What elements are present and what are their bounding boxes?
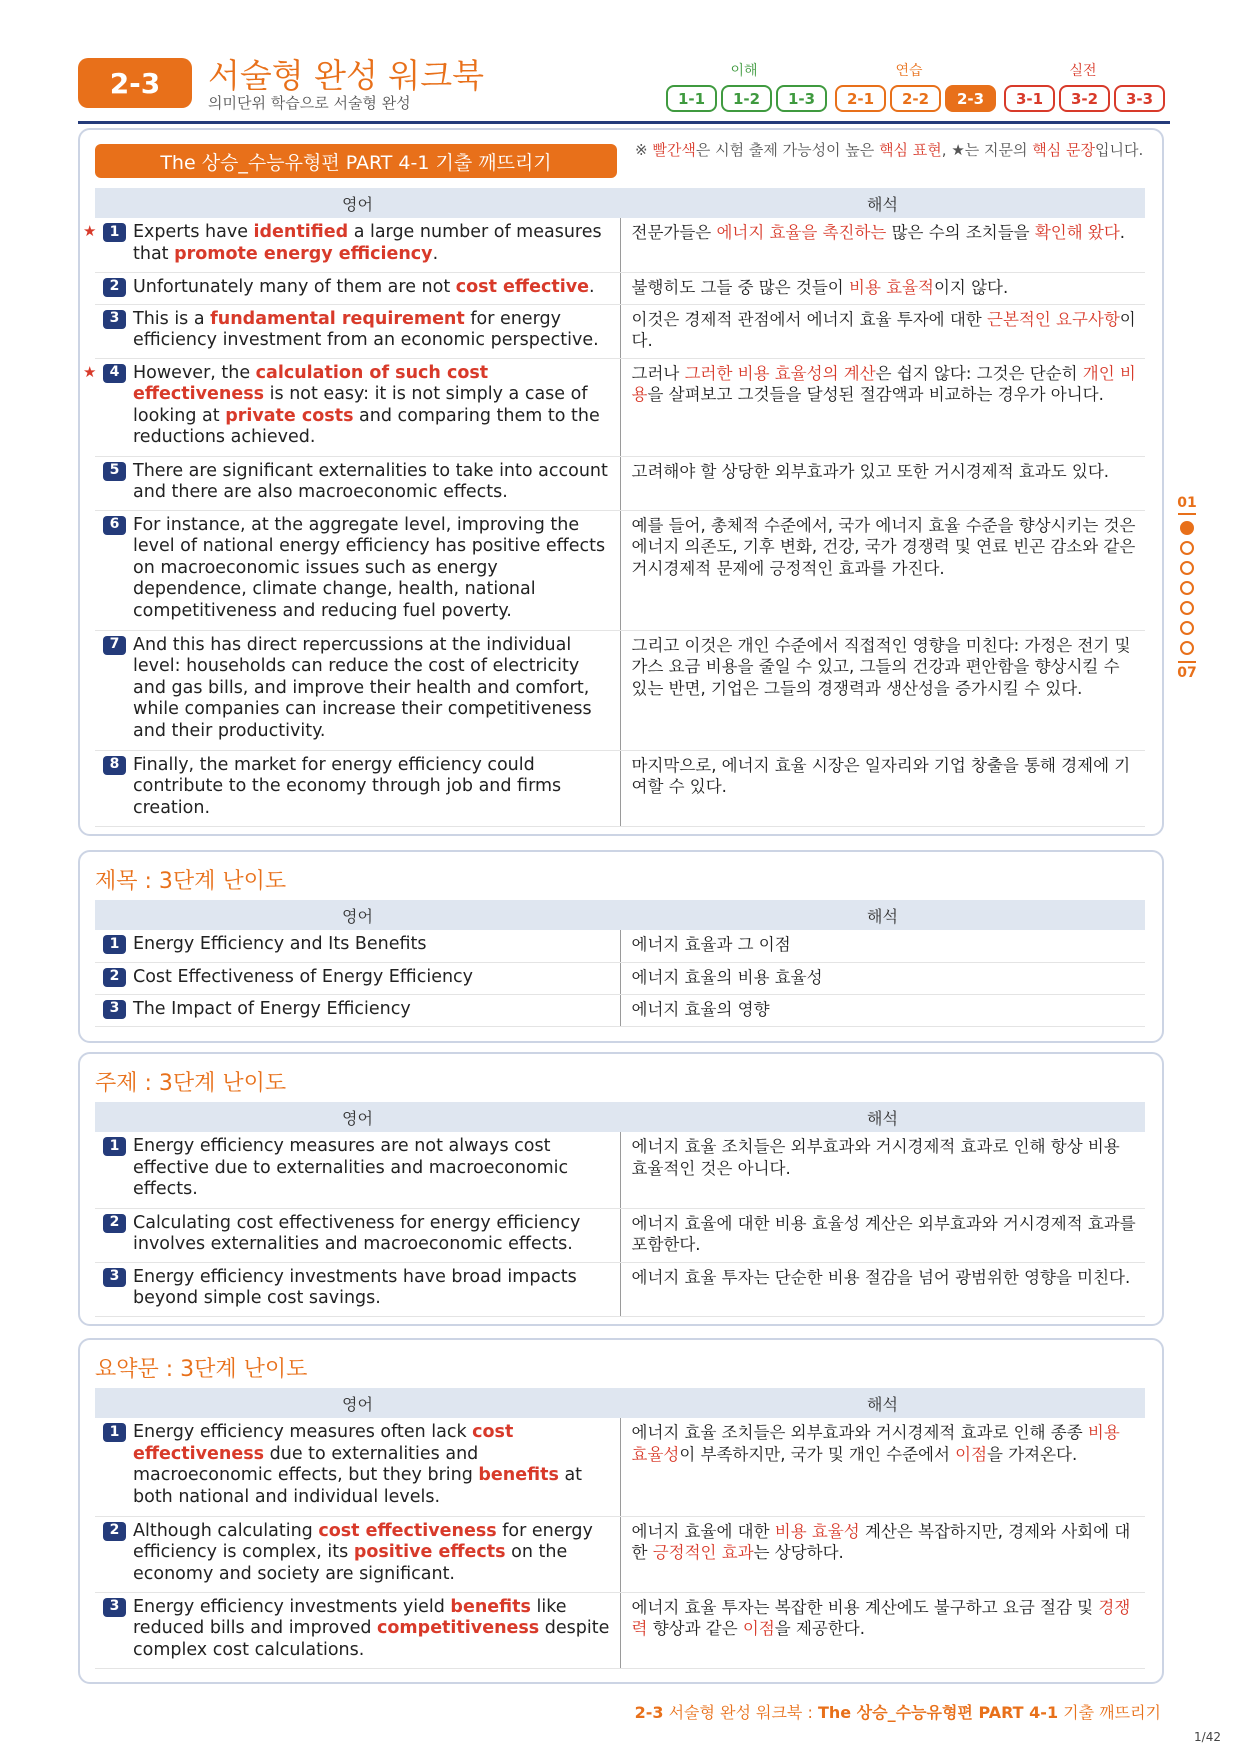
english-sentence (95, 510, 620, 630)
sentence-number: 1 (103, 1423, 126, 1442)
english-sentence (95, 304, 620, 358)
sentence-number: 3 (103, 1268, 126, 1287)
step-2-3[interactable]: 2-3 (945, 85, 996, 112)
sentence-number: 8 (103, 756, 126, 775)
text-segment: 그러나 (631, 363, 685, 383)
korean-translation (620, 1592, 1145, 1668)
sentence-number: 1 (103, 223, 126, 242)
text-segment: and comparing them to the reductions achieved. (133, 405, 600, 447)
korean-translation (620, 1418, 1145, 1516)
theme-panel (78, 1052, 1164, 1326)
note-red2: 핵심 표현 (879, 141, 942, 159)
text-segment: for energy efficiency investment from an economic perspective. (133, 308, 599, 350)
text-segment: 전문가들은 (631, 223, 717, 242)
footer-title (635, 1700, 1161, 1723)
passage-dot[interactable] (1180, 641, 1194, 655)
text-segment: Calculating cost effectiveness for energy efficiency involves externalities and macroeconomic effects. (133, 1212, 581, 1254)
key-expression: 이점 (955, 1444, 988, 1464)
key-expression: identified (253, 222, 349, 242)
korean-translation (620, 1262, 1145, 1316)
footer-badge: 2-3 (634, 1703, 664, 1722)
level-label-understand: 이해 (730, 63, 758, 79)
korean-translation (620, 1132, 1145, 1208)
text-segment: 많은 수의 조치들을 (886, 223, 1035, 242)
sentence-row (95, 962, 1145, 994)
text-segment: Although calculating (133, 1520, 319, 1541)
korean-translation (620, 962, 1145, 994)
key-expression: private costs (225, 405, 354, 426)
col-header-en: 영어 (95, 900, 620, 930)
sentence-row (95, 994, 1145, 1026)
text-segment: 에너지 효율 투자는 단순한 비용 절감을 넘어 광범위한 영향을 미친다. (631, 1267, 1131, 1287)
english-sentence (83, 218, 620, 272)
text-segment: 불행히도 그들 중 많은 것들이 (631, 277, 849, 297)
level-label-practice: 연습 (895, 63, 923, 79)
text-segment: Cost Effectiveness of Energy Efficiency (133, 966, 474, 987)
key-expression: 그러한 비용 효율성의 계산 (684, 363, 876, 383)
sentence-number: 7 (103, 636, 126, 655)
note-prefix: ※ (635, 141, 653, 159)
sentence-number: 2 (103, 1522, 126, 1541)
sentence-row (95, 1132, 1145, 1208)
text-segment: 예를 들어, 총체적 수준에서, 국가 에너지 효율 수준을 향상시키는 것은 에너지 의존도, 기후 변화, 건강, 국가 경쟁력 및 연료 빈곤 감소와 같은 거시경제적 문제에 긍정적인 효과를 가진다. (631, 515, 1136, 578)
step-2-1[interactable]: 2-1 (835, 85, 886, 112)
sentence-number: 3 (103, 310, 126, 329)
sentence-row (95, 1516, 1145, 1592)
key-expression: competitiveness (377, 1618, 540, 1638)
sentence-number: 6 (103, 516, 126, 535)
key-expression: 비용 효율성 (631, 1423, 1120, 1464)
col-header-ko: 해석 (620, 1388, 1145, 1418)
korean-translation (620, 218, 1145, 272)
text-segment: 을 제공한다. (774, 1619, 865, 1638)
sentence-row (95, 358, 1145, 456)
col-header-en: 영어 (95, 1388, 620, 1418)
key-expression: positive effects (353, 1542, 506, 1562)
passage-dot[interactable] (1180, 621, 1194, 635)
col-header-ko: 해석 (620, 900, 1145, 930)
footer-book: The 상승_수능유형편 PART 4-1 (817, 1703, 1059, 1722)
text-segment: 그리고 이것은 개인 수준에서 직접적인 영향을 미친다: 가정은 전기 및 가스 요금 비용을 줄일 수 있고, 그들의 건강과 편안함을 향상시킬 수 있는 반면, 기업은 그들의 경쟁력과 생산성을 증가시킬 수 있다. (631, 635, 1131, 698)
text-segment: However, the (133, 362, 256, 383)
text-segment: Energy efficiency measures often lack (133, 1422, 473, 1442)
text-segment: 은 쉽지 않다: 그것은 단순히 (875, 363, 1083, 383)
english-sentence (95, 1418, 620, 1516)
passage-table (83, 188, 1145, 827)
theme-section-heading: 주제 : 3단계 난이도 (95, 1071, 287, 1096)
passage-nav (1172, 495, 1202, 681)
passage-dot[interactable] (1180, 601, 1194, 615)
key-expression: 비용 효율성 (774, 1521, 860, 1541)
note-end: 입니다. (1095, 141, 1144, 159)
text-segment: at both national and individual levels. (133, 1465, 583, 1507)
text-segment: 에너지 효율의 영향 (631, 999, 770, 1019)
sentence-row (95, 630, 1145, 750)
english-sentence (95, 1262, 620, 1316)
text-segment: despite complex cost calculations. (133, 1618, 610, 1660)
text-segment: is not easy: it is not simply a case of looking at (133, 384, 588, 426)
text-segment: 을 가져온다. (987, 1444, 1078, 1464)
text-segment: And this has direct repercussions at the individual level: households can reduce the cost of electricity and gas bills, and improve their health and comfort, while companies can increase their competitiveness and their productivity. (133, 634, 592, 741)
col-header-ko: 해석 (620, 1102, 1145, 1132)
text-segment: Energy efficiency investments yield (133, 1596, 451, 1617)
page-number: 1/42 (1194, 1730, 1221, 1744)
sentence-row (95, 304, 1145, 358)
english-sentence (95, 630, 620, 750)
text-segment: 이 부족하지만, 국가 및 개인 수준에서 (679, 1444, 956, 1464)
text-segment: . (432, 243, 439, 264)
lesson-badge: 2-3 (78, 58, 192, 108)
key-sentence-star-icon: ★ (83, 362, 97, 381)
text-segment: 마지막으로, 에너지 효율 시장은 일자리와 기업 창출을 통해 경제에 기여할 수 있다. (631, 755, 1131, 796)
step-3-3[interactable]: 3-3 (1114, 85, 1165, 112)
sentence-row (95, 272, 1145, 304)
key-expression: 긍정적인 효과 (652, 1543, 754, 1562)
korean-translation (620, 1516, 1145, 1592)
note-red3: 핵심 문장 (1032, 141, 1096, 159)
sentence-row (95, 218, 1145, 272)
sentence-number: 1 (103, 935, 126, 954)
text-segment: 에너지 효율 조치들은 외부효과와 거시경제적 효과로 인해 종종 (631, 1423, 1088, 1442)
sentence-row (95, 1592, 1145, 1668)
sentence-number: 5 (103, 462, 126, 481)
english-sentence (83, 358, 620, 456)
english-sentence (95, 1208, 620, 1262)
text-segment: Experts have (133, 222, 254, 242)
text-segment: a large number of measures that (133, 222, 602, 264)
korean-translation (620, 1208, 1145, 1262)
text-segment: Energy Efficiency and Its Benefits (133, 934, 427, 954)
text-segment: The Impact of Energy Efficiency (133, 998, 411, 1019)
text-segment: 이다. (631, 309, 1136, 350)
korean-translation (620, 930, 1145, 962)
text-segment: on the economy and society are significant. (133, 1542, 568, 1584)
korean-translation (620, 304, 1145, 358)
summary-panel (78, 1338, 1164, 1684)
title-table (95, 900, 1145, 1027)
english-sentence (95, 750, 620, 826)
step-3-1[interactable]: 3-1 (1004, 85, 1055, 112)
text-segment: 에너지 효율과 그 이점 (631, 935, 791, 954)
passage-dot[interactable] (1180, 521, 1194, 535)
col-header-ko: 해석 (620, 188, 1145, 218)
legend-note (635, 140, 1155, 160)
col-header-en: 영어 (95, 188, 620, 218)
title-section-heading: 제목 : 3단계 난이도 (95, 869, 287, 894)
korean-translation (620, 994, 1145, 1026)
key-expression: 경쟁력 (631, 1597, 1131, 1638)
passage-dot[interactable] (1180, 581, 1194, 595)
footer-text: 서술형 완성 워크북 : (663, 1703, 818, 1722)
step-2-2[interactable]: 2-2 (890, 85, 941, 112)
sentence-number: 2 (103, 968, 126, 987)
korean-translation (620, 456, 1145, 510)
english-sentence (95, 930, 620, 962)
key-expression: benefits (478, 1465, 559, 1485)
english-sentence (95, 272, 620, 304)
key-expression: 근본적인 요구사항 (987, 309, 1120, 329)
sentence-row (95, 1418, 1145, 1516)
passage-dot[interactable] (1180, 561, 1194, 575)
korean-translation (620, 510, 1145, 630)
summary-section-heading: 요약문 : 3단계 난이도 (95, 1357, 308, 1382)
sentence-row (95, 750, 1145, 826)
note-red1: 빨간색 (652, 141, 696, 159)
sentence-row (95, 1208, 1145, 1262)
text-segment: For instance, at the aggregate level, improving the level of national energy efficiency has positive effects on macroeconomic issues such as energy dependence, climate change, health, national competitiveness and reducing fuel poverty. (133, 514, 606, 621)
english-sentence (95, 456, 620, 510)
step-1-2[interactable]: 1-2 (721, 85, 772, 112)
sentence-row (95, 456, 1145, 510)
text-segment: 에너지 효율 조치들은 외부효과와 거시경제적 효과로 인해 항상 비용 효율적인 것은 아니다. (631, 1137, 1120, 1178)
english-sentence (95, 962, 620, 994)
note-mid1: 은 시험 출제 가능성이 높은 (695, 141, 880, 159)
text-segment: 에너지 효율 투자는 복잡한 비용 계산에도 불구하고 요금 절감 및 (631, 1597, 1099, 1617)
key-expression: 이점 (742, 1619, 775, 1638)
key-expression: cost effective (455, 276, 589, 297)
step-1-3[interactable]: 1-3 (776, 85, 827, 112)
summary-table (95, 1388, 1145, 1669)
sentence-number: 3 (103, 1598, 126, 1617)
header-divider (78, 121, 1170, 124)
sentence-row (95, 930, 1145, 962)
text-segment: 에너지 효율의 비용 효율성 (631, 967, 823, 987)
footer-tail: 기출 깨뜨리기 (1058, 1703, 1161, 1722)
key-expression: fundamental requirement (210, 308, 465, 329)
step-nav (666, 85, 1169, 112)
sentence-number: 2 (103, 1214, 126, 1233)
key-expression: benefits (450, 1596, 531, 1617)
text-segment: . (1119, 223, 1126, 242)
text-segment: for energy efficiency is complex, its (133, 1520, 593, 1562)
nav-end: 07 (1177, 665, 1197, 681)
text-segment: 이지 않다. (933, 277, 1009, 297)
text-segment: 에너지 효율에 대한 (631, 1521, 775, 1541)
sentence-row (95, 510, 1145, 630)
text-segment: 고려해야 할 상당한 외부효과가 있고 또한 거시경제적 효과도 있다. (631, 461, 1110, 481)
sentence-row (95, 1262, 1145, 1316)
step-1-1[interactable]: 1-1 (666, 85, 717, 112)
text-segment: 향상과 같은 (647, 1619, 743, 1638)
passage-panel (78, 128, 1164, 836)
text-segment: Finally, the market for energy efficiency could contribute to the economy through job and firms creation. (133, 754, 562, 818)
passage-dot[interactable] (1180, 541, 1194, 555)
sentence-number: 3 (103, 1000, 126, 1019)
text-segment: Unfortunately many of them are not (133, 276, 456, 297)
english-sentence (95, 994, 620, 1026)
sentence-number: 4 (103, 364, 126, 383)
note-mid2: , ★는 지문의 (941, 141, 1033, 159)
english-sentence (95, 1132, 620, 1208)
english-sentence (95, 1592, 620, 1668)
page-subtitle: 의미단위 학습으로 서술형 완성 (208, 94, 411, 112)
key-expression: 확인해 왔다 (1034, 223, 1120, 242)
level-label-real: 실전 (1069, 63, 1097, 79)
key-expression: 비용 효율적 (849, 277, 934, 297)
key-expression: promote energy efficiency (174, 243, 433, 264)
korean-translation (620, 750, 1145, 826)
key-sentence-star-icon: ★ (83, 222, 97, 240)
text-segment: 계산은 복잡하지만, 경제와 사회에 대한 (631, 1521, 1131, 1562)
text-segment: 는 상당하다. (753, 1543, 844, 1562)
text-segment: Energy efficiency investments have broad impacts beyond simple cost savings. (133, 1266, 577, 1308)
key-expression: cost effectiveness (133, 1422, 514, 1464)
text-segment: Energy efficiency measures are not always cost effective due to externalities and macroeconomic effects. (133, 1136, 569, 1199)
text-segment: This is a (133, 308, 211, 329)
source-tag: The 상승_수능유형편 PART 4-1 기출 깨뜨리기 (95, 144, 617, 178)
text-segment: like reduced bills and improved (133, 1596, 567, 1638)
text-segment: 에너지 효율에 대한 비용 효율성 계산은 외부효과와 거시경제적 효과를 포함한다. (631, 1213, 1136, 1254)
text-segment: . (588, 276, 595, 297)
korean-translation (620, 272, 1145, 304)
text-segment: 을 살펴보고 그것들을 달성된 절감액과 비교하는 경우가 아니다. (647, 385, 1104, 404)
sentence-number: 2 (103, 278, 126, 297)
text-segment: due to externalities and macroeconomic effects, but they bring (133, 1443, 479, 1485)
col-header-en: 영어 (95, 1102, 620, 1132)
page-title: 서술형 완성 워크북 (208, 56, 485, 95)
key-expression: calculation of such cost effectiveness (133, 362, 489, 404)
korean-translation (620, 630, 1145, 750)
text-segment: There are significant externalities to take into account and there are also macroeconomic effects. (133, 460, 608, 502)
key-expression: 에너지 효율을 촉진하는 (716, 223, 887, 242)
english-sentence (95, 1516, 620, 1592)
nav-start: 01 (1177, 495, 1197, 511)
title-panel (78, 850, 1164, 1043)
key-expression: 개인 비용 (631, 363, 1136, 404)
text-segment: 이것은 경제적 관점에서 에너지 효율 투자에 대한 (631, 309, 987, 329)
theme-table (95, 1102, 1145, 1317)
sentence-number: 1 (103, 1137, 126, 1156)
korean-translation (620, 358, 1145, 456)
step-3-2[interactable]: 3-2 (1059, 85, 1110, 112)
key-expression: cost effectiveness (318, 1520, 497, 1541)
